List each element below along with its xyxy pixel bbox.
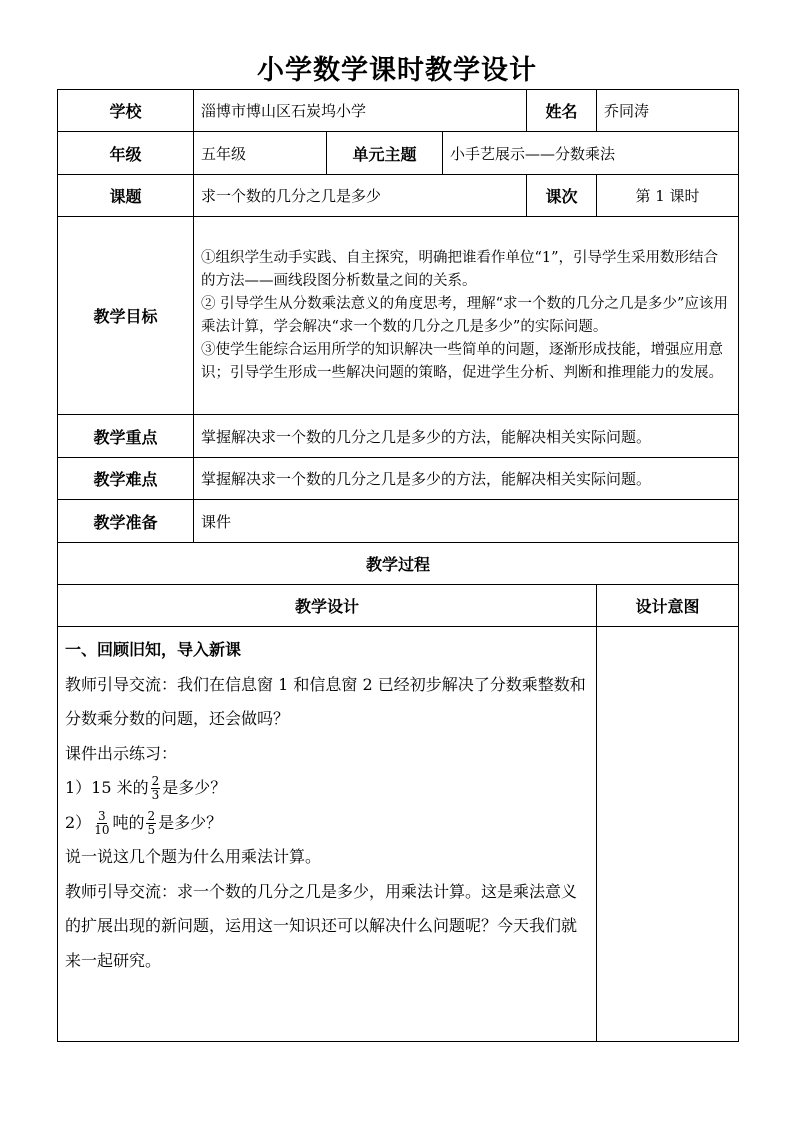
page-title: 小学数学课时教学设计 <box>257 55 537 86</box>
row-design-header <box>58 585 739 627</box>
row-goals <box>58 217 739 415</box>
exercise-2-prefix: 2） <box>65 812 92 832</box>
intent-header: 设计意图 <box>597 585 739 627</box>
prep-label: 教学准备 <box>58 500 194 543</box>
key-point-value: 掌握解决求一个数的几分之几是多少的方法，能解决相关实际问题。 <box>194 415 739 458</box>
row-process-body <box>58 627 739 1042</box>
fraction-numerator: 2 <box>151 774 160 788</box>
unit-label: 单元主题 <box>327 132 443 175</box>
design-header: 教学设计 <box>58 585 597 627</box>
exercise-1 <box>65 771 589 806</box>
goal-item-2: ② 引导学生从分数乘法意义的角度思考，理解“求一个数的几分之几是多少”应该用乘法计算，学会解决“求一个数的几分之几是多少”的实际问题。 <box>201 295 728 335</box>
exercise-2 <box>65 806 589 841</box>
lesson-value: 第 1 课时 <box>597 175 739 217</box>
school-value: 淄博市博山区石炭坞小学 <box>194 90 527 132</box>
paragraph-4: 教师引导交流：求一个数的几分之几是多少，用乘法计算。这是乘法意义的扩展出现的新问题，运用这一知识还可以解决什么问题呢？今天我们就来一起研究。 <box>65 881 578 970</box>
paragraph-3: 说一说这几个题为什么用乘法计算。 <box>65 847 322 866</box>
fraction-2-5 <box>146 810 156 837</box>
fraction-denominator: 10 <box>94 822 110 837</box>
row-school <box>58 90 739 132</box>
topic-value: 求一个数的几分之几是多少 <box>194 175 527 217</box>
difficulty-label: 教学难点 <box>58 458 194 500</box>
fraction-denominator: 3 <box>151 788 160 802</box>
prep-value: 课件 <box>194 500 739 543</box>
school-label: 学校 <box>58 90 194 132</box>
fraction-3-10 <box>93 810 110 837</box>
fraction-numerator: 3 <box>98 808 106 823</box>
topic-label: 课题 <box>58 175 194 217</box>
row-process-header <box>58 543 739 585</box>
lesson-label: 课次 <box>527 175 597 217</box>
name-label: 姓名 <box>527 90 597 132</box>
exercise-1-prefix: 1）15 米的 <box>65 778 149 797</box>
design-content <box>58 627 597 1042</box>
grade-label: 年级 <box>58 132 194 175</box>
goal-item-1: ①组织学生动手实践、自主探究，明确把谁看作单位“1”，引导学生采用数形结合的方法——画线段图分析数量之间的关系。 <box>201 249 719 289</box>
goals-content <box>194 217 739 415</box>
row-topic <box>58 175 739 217</box>
difficulty-value: 掌握解决求一个数的几分之几是多少的方法，能解决相关实际问题。 <box>194 458 739 500</box>
row-prep <box>58 500 739 543</box>
name-value: 乔同涛 <box>597 90 739 132</box>
process-header: 教学过程 <box>58 543 739 585</box>
goal-item-3: ③使学生能综合运用所学的知识解决一些简单的问题，逐渐形成技能，增强应用意识；引导学生形成一些解决问题的策略，促进学生分析、判断和推理能力的发展。 <box>201 341 723 381</box>
unit-value: 小手艺展示——分数乘法 <box>443 132 739 175</box>
grade-value: 五年级 <box>194 132 327 175</box>
row-key-point <box>58 415 739 458</box>
goals-label: 教学目标 <box>58 217 194 415</box>
lesson-plan-table <box>57 89 739 1042</box>
intent-content <box>597 627 739 1042</box>
fraction-denominator: 5 <box>147 822 156 837</box>
row-difficulty <box>58 458 739 500</box>
row-grade <box>58 132 739 175</box>
section-heading: 一、回顾旧知，导入新课 <box>65 640 242 659</box>
paragraph-2: 课件出示练习： <box>65 743 178 763</box>
exercise-2-suffix: 是多少？ <box>158 812 223 832</box>
key-point-label: 教学重点 <box>58 415 194 458</box>
fraction-2-3 <box>151 775 161 802</box>
fraction-numerator: 2 <box>147 808 156 823</box>
paragraph-1: 教师引导交流：我们在信息窗 1 和信息窗 2 已经初步解决了分数乘整数和分数乘分数的问题，还会做吗？ <box>65 674 586 728</box>
exercise-1-suffix: 是多少？ <box>162 778 227 797</box>
exercise-2-mid: 吨的 <box>112 812 145 832</box>
